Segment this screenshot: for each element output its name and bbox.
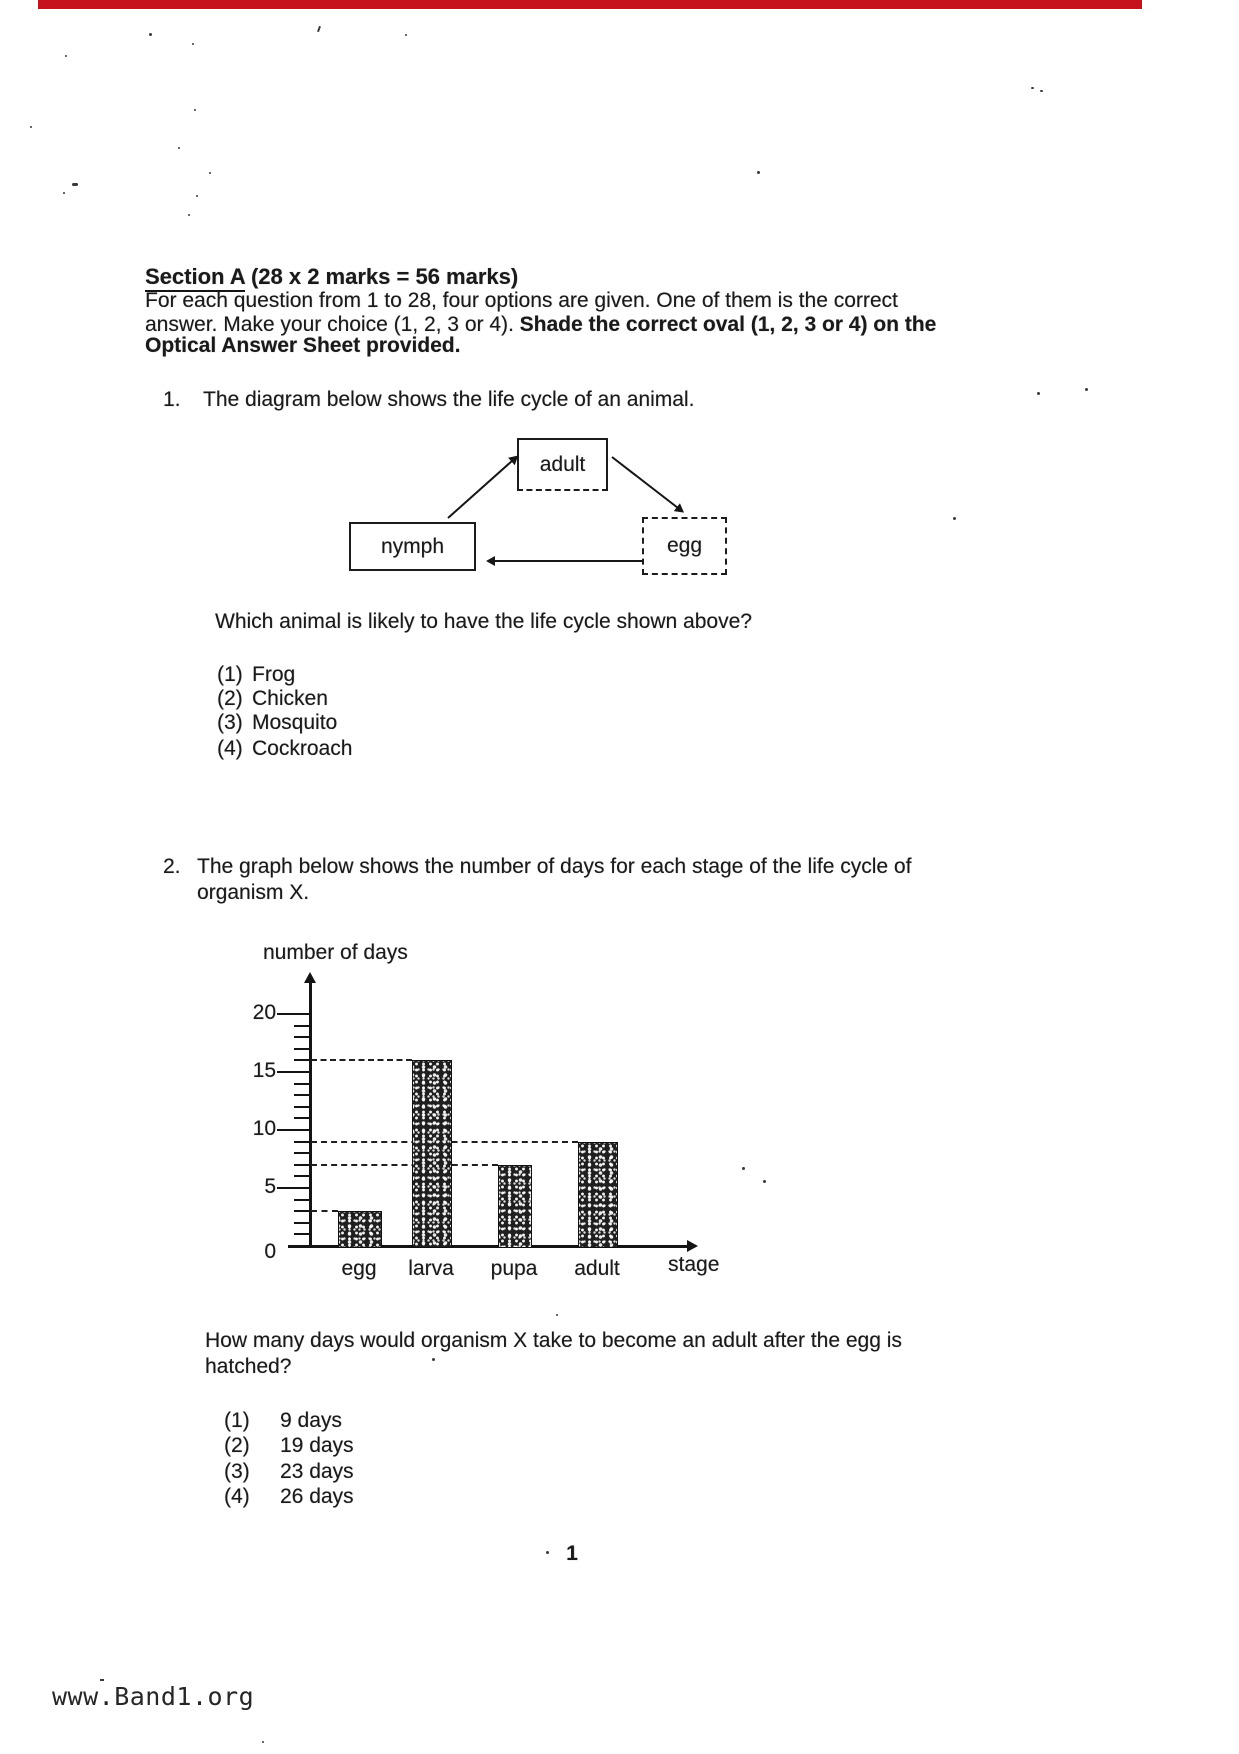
top-red-bar (38, 0, 1142, 9)
diagram-node-egg (642, 517, 727, 575)
chart-x-axis-title: stage (668, 1253, 720, 1276)
option-label: 23 days (280, 1460, 354, 1483)
q2-question-line-2: hatched? (205, 1355, 292, 1378)
scan-speck (196, 195, 198, 197)
q2-question-line-1: How many days would organism X take to become an adult after the egg is (205, 1329, 902, 1352)
y-minor-tick (294, 1199, 310, 1201)
option-label: Frog (252, 663, 296, 686)
y-minor-tick (294, 1117, 310, 1119)
y-minor-tick (294, 1164, 310, 1166)
y-minor-tick (294, 1106, 310, 1108)
bar-adult (578, 1142, 618, 1248)
option-number: (2) (224, 1434, 250, 1457)
option-label: 19 days (280, 1434, 354, 1457)
y-minor-tick (294, 1141, 310, 1143)
scan-speck (192, 43, 194, 45)
bar-larva (412, 1060, 452, 1248)
x-tick-label-larva: larva (408, 1257, 454, 1280)
option-label: Mosquito (252, 711, 338, 734)
q1-option-1 (217, 663, 295, 687)
chart-y-axis-title: number of days (263, 941, 408, 964)
scan-speck (100, 1679, 104, 1681)
option-label: Chicken (252, 687, 328, 710)
y-major-tick (277, 1187, 310, 1189)
scan-speck (763, 1180, 766, 1183)
y-tick-label-15: 15 (252, 1059, 276, 1082)
instruction-line-3: Optical Answer Sheet provided. (145, 334, 461, 357)
q2-option-4 (224, 1485, 354, 1509)
scan-speck (742, 1167, 745, 1170)
scan-speck (556, 1314, 558, 1316)
scan-speck (1040, 90, 1043, 92)
x-axis-arrow-icon (687, 1240, 698, 1252)
watermark: www.Band1.org (52, 1682, 255, 1711)
scan-speck (262, 1741, 264, 1743)
bar-egg (338, 1211, 382, 1248)
y-tick-label-5: 5 (264, 1175, 276, 1198)
diagram-node-egg-label: egg (666, 534, 703, 557)
diagram-node-nymph-label: nymph (380, 534, 445, 558)
scan-speck (194, 109, 196, 111)
y-minor-tick (294, 1210, 310, 1212)
option-label: Cockroach (252, 737, 353, 760)
instruction-line-2-normal: answer. Make your choice (1, 2, 3 or 4). (145, 313, 520, 336)
bar-chart (230, 935, 770, 1300)
scan-speck (757, 171, 760, 174)
guide-line-larva (311, 1059, 412, 1061)
y-major-tick (277, 1071, 310, 1073)
arrow-nymph-to-adult-icon (447, 460, 513, 519)
y-minor-tick (294, 1048, 310, 1050)
guide-line-egg (311, 1210, 338, 1212)
y-minor-tick (294, 1233, 310, 1235)
y-tick-label-20: 20 (252, 1001, 276, 1024)
q2-option-1 (224, 1409, 342, 1433)
y-minor-tick (294, 1152, 310, 1154)
option-number: (4) (217, 737, 243, 760)
y-minor-tick (294, 1175, 310, 1177)
section-heading-title: Section A (145, 264, 245, 292)
q2-number: 2. (163, 855, 181, 878)
scan-speck (63, 192, 65, 194)
scan-speck (405, 34, 407, 36)
scan-speck (953, 517, 956, 520)
scan-speck (30, 126, 32, 128)
y-minor-tick (294, 1025, 310, 1027)
scan-speck (178, 147, 180, 149)
x-tick-label-adult: adult (574, 1257, 620, 1280)
bar-pupa (498, 1165, 532, 1248)
y-minor-tick (294, 1059, 310, 1061)
section-heading (145, 264, 518, 290)
chart-y-axis (309, 983, 312, 1248)
diagram-node-adult-label: adult (539, 452, 586, 476)
scan-speck (1031, 87, 1034, 89)
y-major-tick (277, 1129, 310, 1131)
y-minor-tick (294, 1036, 310, 1038)
option-number: (3) (224, 1460, 250, 1483)
q1-number: 1. (163, 388, 181, 411)
scan-speck (432, 1358, 435, 1361)
arrow-adult-to-egg-icon (611, 456, 678, 508)
y-axis-arrow-icon (304, 972, 316, 983)
x-tick-label-pupa: pupa (490, 1257, 538, 1280)
option-number: (1) (224, 1409, 250, 1432)
q1-question: Which animal is likely to have the life cycle shown above? (215, 610, 752, 633)
q2-option-2 (224, 1434, 354, 1458)
scan-speck (1085, 388, 1088, 391)
arrow-egg-to-nymph-icon (494, 560, 642, 562)
option-label: 9 days (280, 1409, 342, 1432)
scan-speck (149, 33, 152, 36)
option-number: (4) (224, 1485, 250, 1508)
option-number: (3) (217, 711, 243, 734)
option-label: 26 days (280, 1485, 354, 1508)
y-major-tick (277, 1013, 310, 1015)
scan-speck (188, 214, 190, 216)
option-number: (2) (217, 687, 243, 710)
guide-line-pupa (311, 1164, 498, 1166)
instruction-line-1: For each question from 1 to 28, four options are given. One of them is the correct (145, 289, 898, 312)
q1-option-4 (217, 737, 352, 761)
y-tick-label-0: 0 (264, 1240, 276, 1263)
y-minor-tick (294, 1222, 310, 1224)
scan-speck (317, 26, 321, 32)
scan-speck (65, 55, 67, 57)
diagram-node-adult (517, 438, 608, 491)
y-minor-tick (294, 1083, 310, 1085)
q2-statement-line-2: organism X. (197, 881, 310, 904)
instruction-line-2-bold: Shade the correct oval (1, 2, 3 or 4) on the (519, 313, 937, 336)
scan-speck (209, 172, 211, 174)
q2-option-3 (224, 1460, 354, 1484)
q2-statement-line-1: The graph below shows the number of days for each stage of the life cycle of (197, 855, 912, 878)
page-number: 1 (566, 1542, 578, 1565)
scan-speck (546, 1551, 549, 1554)
diagram-node-nymph (349, 522, 476, 571)
section-heading-marks: (28 x 2 marks = 56 marks) (244, 264, 519, 289)
scan-speck (1037, 392, 1040, 395)
q1-statement: The diagram below shows the life cycle of an animal. (203, 388, 695, 411)
q1-option-2 (217, 687, 328, 711)
q1-option-3 (217, 711, 337, 735)
y-tick-label-10: 10 (252, 1117, 276, 1140)
x-tick-label-egg: egg (341, 1257, 377, 1280)
scan-speck (72, 183, 78, 186)
option-number: (1) (217, 663, 243, 686)
y-minor-tick (294, 1094, 310, 1096)
